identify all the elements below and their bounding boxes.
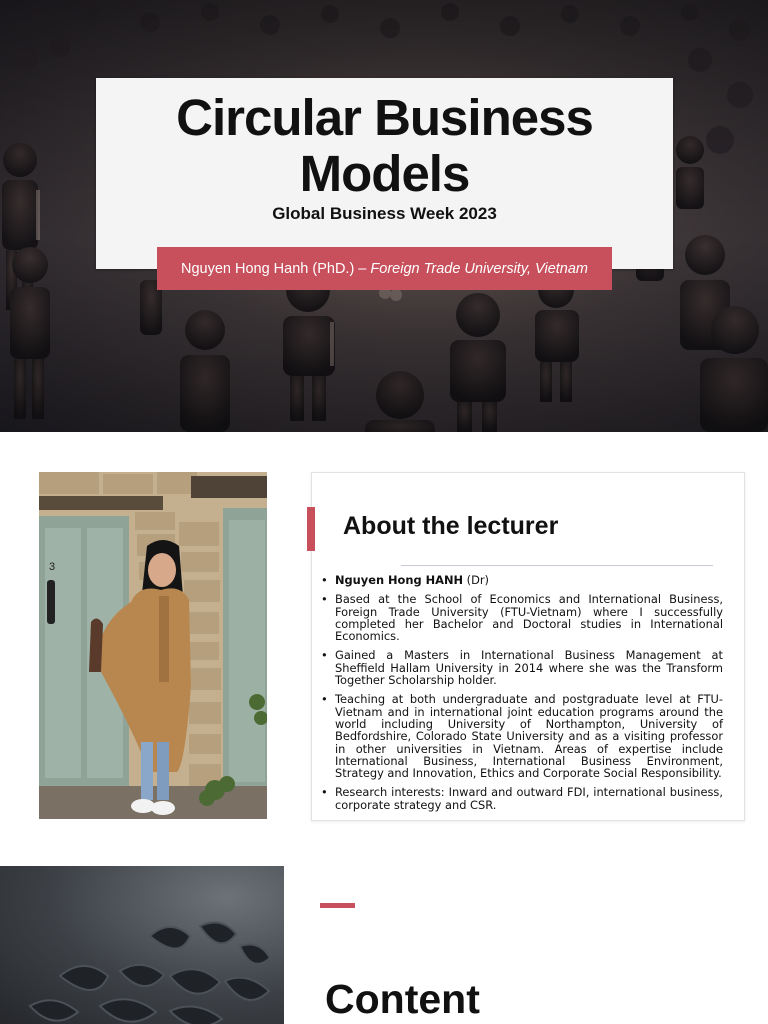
about-item: • Nguyen Hong HANH (Dr) bbox=[321, 573, 489, 587]
about-item-bold: Nguyen Hong HANH bbox=[335, 573, 464, 587]
lecturer-photo bbox=[39, 472, 267, 819]
author-affiliation: Foreign Trade University, Vietnam bbox=[370, 260, 588, 277]
door-number: 3 bbox=[49, 561, 56, 573]
title-box bbox=[96, 78, 673, 269]
about-item: • Gained a Masters in International Business Management at Sheffield Hallam University in 2014 where she was the Transform Together Scholarship holder. bbox=[321, 648, 723, 688]
about-accent-bar bbox=[307, 507, 315, 551]
about-item-text: Gained a Masters in International Business Management at Sheffield Hallam University in 2014 where she was the Transform Together Scholarship holder. bbox=[335, 648, 723, 688]
about-item: • Research interests: Inward and outward FDI, international business, corporate strategy and CSR. bbox=[321, 785, 723, 812]
about-item-text: Based at the School of Economics and International Business, Foreign Trade University (FTU-Vietnam) where I successfully completed her Bachelor and Doctoral studies in International Economics. bbox=[335, 592, 723, 644]
lecturer-photo-illustration bbox=[39, 472, 267, 819]
about-item-text: Teaching at both undergraduate and postgraduate level at FTU-Vietnam and in international joint education programs around the world including University of Northampton, University of Bedfordshire, Colorado State University and as a visiting professor in other universities in Vietnam. Areas of expertise include International Business, International Business Environment, Strategy and Innovation, Ethics and Corporate Social Responsibility. bbox=[335, 692, 723, 781]
author-name: Nguyen Hong Hanh (PhD.) – bbox=[180, 260, 367, 277]
presentation-title: Circular Business Models bbox=[176, 89, 593, 202]
letters-illustration bbox=[0, 866, 284, 1024]
about-item: • Teaching at both undergraduate and postgraduate level at FTU-Vietnam and in international joint education programs around the world including University of Northampton, University of Bedfordshire, Colorado State University and as a visiting professor in other universities in Vietnam. Areas of expertise include International Business, International Business Environment, Strategy and Innovation, Ethics and Corporate Social Responsibility. bbox=[321, 692, 723, 781]
about-divider bbox=[401, 565, 713, 566]
author-bar bbox=[157, 247, 612, 290]
letters-image bbox=[0, 866, 284, 1024]
content-accent-bar bbox=[320, 903, 355, 908]
presentation-subtitle: Global Business Week 2023 bbox=[272, 204, 497, 223]
about-list bbox=[318, 574, 723, 818]
about-item-text: (Dr) bbox=[463, 573, 489, 587]
cover-hero bbox=[0, 0, 768, 432]
content-heading: Content bbox=[325, 976, 480, 1022]
about-heading: About the lecturer bbox=[343, 512, 559, 540]
about-item-text: Research interests: Inward and outward FDI, international business, corporate strategy and CSR. bbox=[335, 785, 723, 812]
about-item: • Based at the School of Economics and International Business, Foreign Trade University (FTU-Vietnam) where I successfully completed her Bachelor and Doctoral studies in International Economics. bbox=[321, 592, 723, 644]
